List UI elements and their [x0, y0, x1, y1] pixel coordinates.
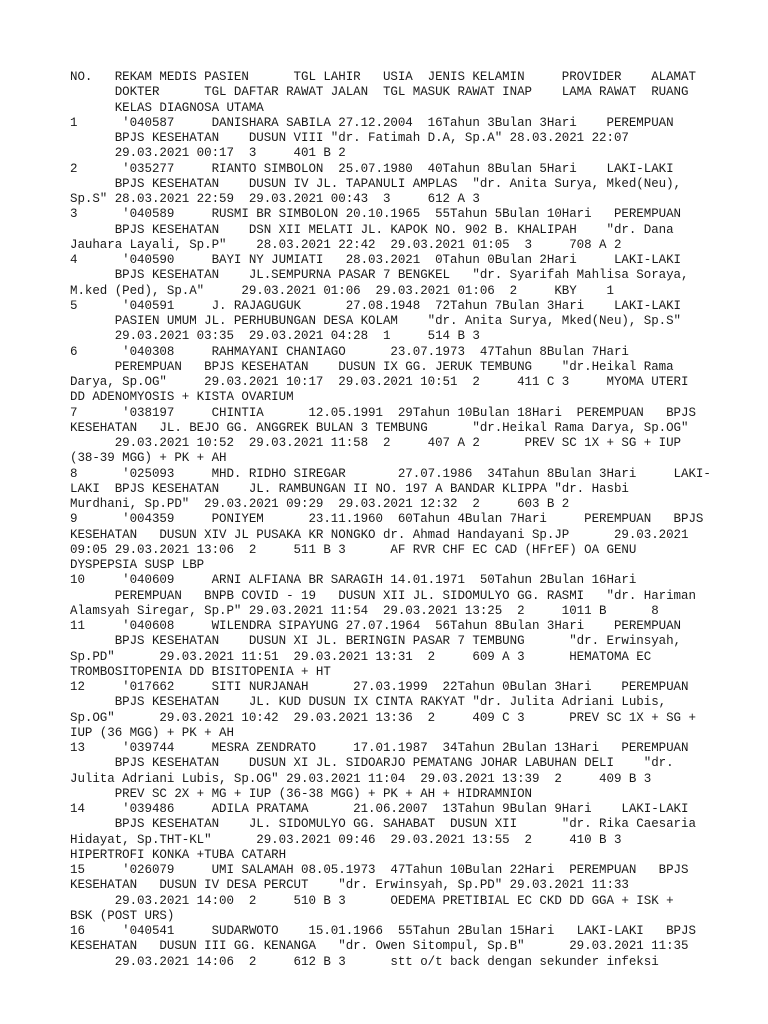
table-header-line: DOKTER TGL DAFTAR RAWAT JALAN TGL MASUK RAWAT INAP LAMA RAWAT RUANG: [70, 85, 689, 100]
record-line: 29.03.2021 14:00 2 510 B 3 OEDEMA PRETIBIAL EC CKD DD GGA + ISK +: [70, 893, 674, 908]
record-line: PEREMPUAN BNPB COVID - 19 DUSUN XII JL. SIDOMULYO GG. RASMI "dr. Hariman: [70, 588, 696, 603]
record-line: IUP (36 MGG) + PK + AH: [70, 725, 234, 740]
record-line: BPJS KESEHATAN JL.SEMPURNA PASAR 7 BENGKEL "dr. Syarifah Mahlisa Soraya,: [70, 268, 689, 283]
record-line: BPJS KESEHATAN DUSUN VIII "dr. Fatimah D.A, Sp.A" 28.03.2021 22:07: [70, 131, 629, 145]
record-line: KESEHATAN DUSUN XIV JL PUSAKA KR NONGKO dr. Ahmad Handayani Sp.JP 29.03.2021: [70, 527, 689, 542]
record-line: HIPERTROFI KONKA +TUBA CATARH: [70, 847, 287, 862]
record-line: 29.03.2021 03:35 29.03.2021 04:28 1 514 B 3: [70, 329, 480, 344]
record-line: 1 '040587 DANISHARA SABILA 27.12.2004 16Tahun 3Bulan 3Hari PEREMPUAN: [70, 115, 674, 130]
record-line: 29.03.2021 14:06 2 612 B 3 stt o/t back dengan sekunder infeksi: [70, 954, 659, 969]
record-line: KESEHATAN DUSUN IV DESA PERCUT "dr. Erwinsyah, Sp.PD" 29.03.2021 11:33: [70, 878, 629, 893]
record-line: LAKI BPJS KESEHATAN JL. RAMBUNGAN II NO. 197 A BANDAR KLIPPA "dr. Hasbi: [70, 481, 629, 496]
record-line: BSK (POST URS): [70, 908, 175, 923]
table-header-line: KELAS DIAGNOSA UTAMA: [70, 100, 264, 115]
record-line: PREV SC 2X + MG + IUP (36-38 MGG) + PK + AH + HIDRAMNION: [70, 786, 532, 801]
record-line: 3 '040589 RUSMI BR SIMBOLON 20.10.1965 55Tahun 5Bulan 10Hari PEREMPUAN: [70, 207, 682, 222]
record-line: 4 '040590 BAYI NY JUMIATI 28.03.2021 0Tahun 0Bulan 2Hari LAKI-LAKI: [70, 253, 682, 267]
record-line: TROMBOSITOPENIA DD BISITOPENIA + HT: [70, 664, 331, 679]
record-line: Hidayat, Sp.THT-KL" 29.03.2021 09:46 29.03.2021 13:55 2 410 B 3: [70, 832, 622, 847]
record-line: 29.03.2021 10:52 29.03.2021 11:58 2 407 A 2 PREV SC 1X + SG + IUP: [70, 436, 682, 450]
record-line: 29.03.2021 00:17 3 401 B 2: [70, 146, 346, 161]
record-line: BPJS KESEHATAN DUSUN XI JL. BERINGIN PASAR 7 TEMBUNG "dr. Erwinsyah,: [70, 634, 682, 649]
table-header-line: NO. REKAM MEDIS PASIEN TGL LAHIR USIA JENIS KELAMIN PROVIDER ALAMAT: [70, 70, 696, 84]
record-line: 14 '039486 ADILA PRATAMA 21.06.2007 13Tahun 9Bulan 9Hari LAKI-LAKI: [70, 802, 689, 816]
record-line: 12 '017662 SITI NURJANAH 27.03.1999 22Tahun 0Bulan 3Hari PEREMPUAN: [70, 680, 689, 694]
record-line: M.ked (Ped), Sp.A" 29.03.2021 01:06 29.03.2021 01:06 2 KBY 1: [70, 283, 614, 298]
record-line: 8 '025093 MHD. RIDHO SIREGAR 27.07.1986 34Tahun 8Bulan 3Hari LAKI-: [70, 466, 711, 481]
record-line: Jauhara Layali, Sp.P" 28.03.2021 22:42 29.03.2021 01:05 3 708 A 2: [70, 237, 622, 252]
record-line: BPJS KESEHATAN DUSUN IV JL. TAPANULI AMPLAS "dr. Anita Surya, Mked(Neu),: [70, 176, 682, 191]
record-line: PASIEN UMUM JL. PERHUBUNGAN DESA KOLAM "dr. Anita Surya, Mked(Neu), Sp.S": [70, 314, 682, 328]
record-line: BPJS KESEHATAN JL. SIDOMULYO GG. SAHABAT DUSUN XII "dr. Rika Caesaria: [70, 817, 696, 832]
record-line: Sp.OG" 29.03.2021 10:42 29.03.2021 13:36 2 409 C 3 PREV SC 1X + SG +: [70, 710, 696, 725]
record-line: 10 '040609 ARNI ALFIANA BR SARAGIH 14.01.1971 50Tahun 2Bulan 16Hari: [70, 573, 637, 588]
record-line: 13 '039744 MESRA ZENDRATO 17.01.1987 34Tahun 2Bulan 13Hari PEREMPUAN: [70, 741, 689, 755]
record-line: 5 '040591 J. RAJAGUGUK 27.08.1948 72Tahun 7Bulan 3Hari LAKI-LAKI: [70, 298, 682, 313]
record-line: Alamsyah Siregar, Sp.P" 29.03.2021 11:54 29.03.2021 13:25 2 1011 B 8: [70, 603, 659, 618]
record-line: 9 '004359 PONIYEM 23.11.1960 60Tahun 4Bulan 7Hari PEREMPUAN BPJS: [70, 512, 704, 527]
record-line: DYSPEPSIA SUSP LBP: [70, 558, 205, 572]
record-line: Darya, Sp.OG" 29.03.2021 10:17 29.03.2021 10:51 2 411 C 3 MYOMA UTERI: [70, 375, 689, 389]
record-line: 11 '040608 WILENDRA SIPAYUNG 27.07.1964 56Tahun 8Bulan 3Hari PEREMPUAN: [70, 619, 682, 633]
record-line: PEREMPUAN BPJS KESEHATAN DUSUN IX GG. JERUK TEMBUNG "dr.Heikal Rama: [70, 359, 674, 374]
record-line: Sp.S" 28.03.2021 22:59 29.03.2021 00:43 3 612 A 3: [70, 192, 480, 206]
record-line: KESEHATAN JL. BEJO GG. ANGGREK BULAN 3 TEMBUNG "dr.Heikal Rama Darya, Sp.OG": [70, 420, 689, 435]
record-line: Sp.PD" 29.03.2021 11:51 29.03.2021 13:31 2 609 A 3 HEMATOMA EC: [70, 649, 652, 664]
record-line: 6 '040308 RAHMAYANI CHANIAGO 23.07.1973 47Tahun 8Bulan 7Hari: [70, 344, 629, 359]
record-line: KESEHATAN DUSUN III GG. KENANGA "dr. Owen Sitompul, Sp.B" 29.03.2021 11:35: [70, 939, 689, 954]
record-line: (38-39 MGG) + PK + AH: [70, 451, 227, 466]
record-line: 2 '035277 RIANTO SIMBOLON 25.07.1980 40Tahun 8Bulan 5Hari LAKI-LAKI: [70, 161, 674, 176]
record-line: Julita Adriani Lubis, Sp.OG" 29.03.2021 11:04 29.03.2021 13:39 2 409 B 3: [70, 771, 652, 786]
record-line: DD ADENOMYOSIS + KISTA OVARIUM: [70, 390, 294, 405]
record-line: 16 '040541 SUDARWOTO 15.01.1966 55Tahun 2Bulan 15Hari LAKI-LAKI BPJS: [70, 924, 696, 938]
record-line: BPJS KESEHATAN DSN XII MELATI JL. KAPOK NO. 902 B. KHALIPAH "dr. Dana: [70, 222, 674, 237]
record-line: Murdhani, Sp.PD" 29.03.2021 09:29 29.03.2021 12:32 2 603 B 2: [70, 497, 570, 511]
record-line: 7 '038197 CHINTIA 12.05.1991 29Tahun 10Bulan 18Hari PEREMPUAN BPJS: [70, 405, 696, 420]
record-line: BPJS KESEHATAN JL. KUD DUSUN IX CINTA RAKYAT "dr. Julita Adriani Lubis,: [70, 695, 667, 710]
record-line: BPJS KESEHATAN DUSUN XI JL. SIDOARJO PEMATANG JOHAR LABUHAN DELI "dr.: [70, 756, 674, 771]
record-line: 09:05 29.03.2021 13:06 2 511 B 3 AF RVR CHF EC CAD (HFrEF) OA GENU: [70, 542, 637, 557]
record-line: 15 '026079 UMI SALAMAH 08.05.1973 47Tahun 10Bulan 22Hari PEREMPUAN BPJS: [70, 863, 689, 877]
